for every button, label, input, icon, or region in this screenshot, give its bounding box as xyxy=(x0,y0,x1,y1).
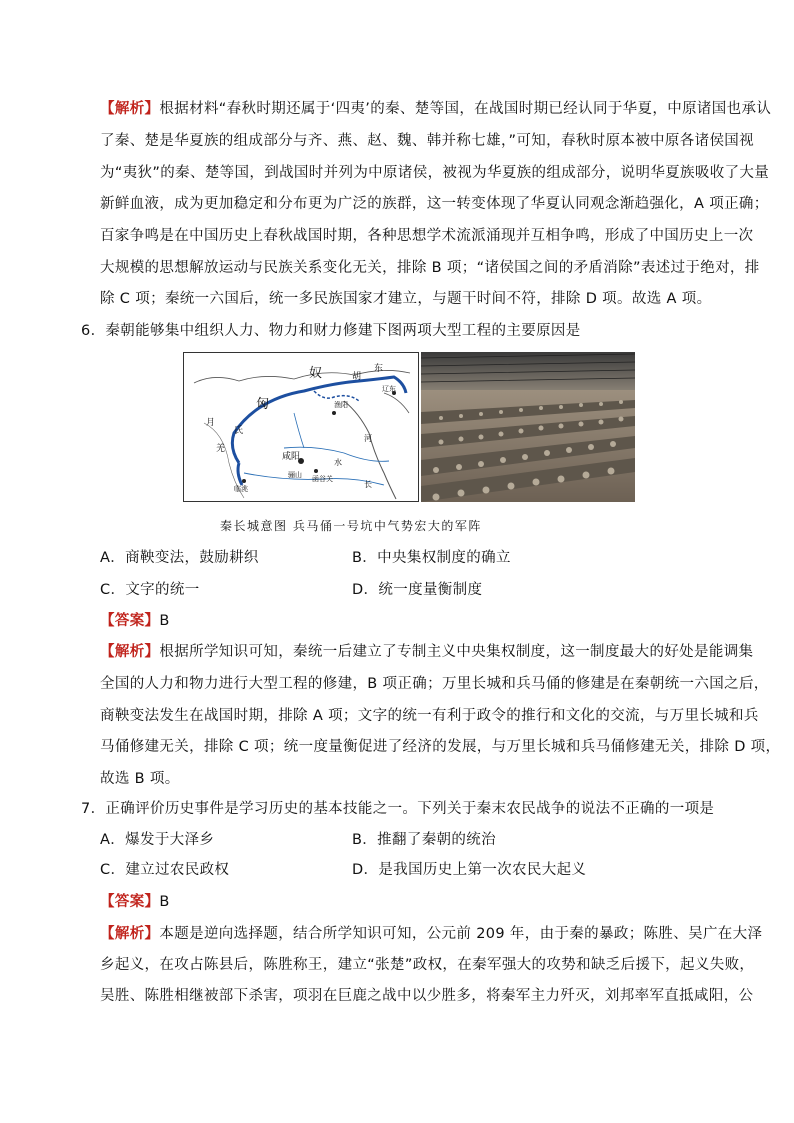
label-hu: 胡 xyxy=(352,372,362,382)
answer-tag: 【答案】 xyxy=(100,894,160,910)
q7-analysis-line-3: 吴胜、陈胜相继被部下杀害，项羽在巨鹿之战中以少胜多，将秦军主力歼灭，刘邦率军直抵咸阳，公 xyxy=(100,988,754,1004)
q6-analysis-line-1: 【解析】根据所学知识可知，秦统一后建立了专制主义中央集权制度，这一制度最大的好处是能调集 xyxy=(100,644,754,660)
label-qiang: 羌 xyxy=(216,444,226,454)
label-yue: 月 xyxy=(206,418,216,428)
q7-option-a: A．爆发于大泽乡 xyxy=(100,832,215,848)
label-hangu: 函谷关 xyxy=(312,475,333,483)
q7-answer: 【答案】B xyxy=(100,894,170,910)
q6-analysis-line-2: 全国的人力和物力进行大型工程的修建，B 项正确；万里长城和兵马俑的修建是在秦朝统一六国之后， xyxy=(100,676,769,692)
q7-option-d: D．是我国历史上第一次农民大起义 xyxy=(352,862,587,878)
label-linye: 临洮 xyxy=(234,485,248,493)
label-liaodong: 辽东 xyxy=(382,385,396,393)
q7-option-b: B．推翻了秦朝的统治 xyxy=(352,832,496,848)
label-chang: 长 xyxy=(364,480,372,489)
q5-analysis-line-1: 【解析】根据材料“春秋时期还属于‘四夷’的秦、楚等国，在战国时期已经认同于华夏，中原诸国也承认 xyxy=(100,101,772,117)
analysis-tag: 【解析】 xyxy=(100,101,160,117)
q6-answer: 【答案】B xyxy=(100,613,170,629)
label-huangshan: 骊山 xyxy=(288,471,302,479)
label-dong: 东 xyxy=(374,364,384,374)
label-yuyang: 渔阳 xyxy=(334,401,348,409)
q7-analysis-line-2: 乡起义，在攻占陈县后，陈胜称王，建立“张楚”政权，在秦军强大的攻势和缺乏后援下，起义失败， xyxy=(100,957,755,973)
analysis-tag: 【解析】 xyxy=(100,644,160,660)
q6-stem: 6．秦朝能够集中组织人力、物力和财力修建下图两项大型工程的主要原因是 xyxy=(81,323,581,339)
q6-option-b: B．中央集权制度的确立 xyxy=(352,550,511,566)
q7-option-c: C．建立过农民政权 xyxy=(100,862,230,878)
map-drawing xyxy=(184,353,418,501)
label-he: 河 xyxy=(364,434,372,443)
figure-caption: 秦长城意图 兵马俑一号坑中气势宏大的军阵 xyxy=(220,519,482,533)
q5-analysis-line-2: 了秦、楚是华夏族的组成部分与齐、燕、赵、魏、韩并称七雄，”可知，春秋时原本被中原各诸侯国视 xyxy=(100,133,755,149)
great-wall-map xyxy=(183,352,419,502)
q6-option-d: D．统一度量衡制度 xyxy=(352,582,483,598)
label-xiong: 匈 xyxy=(256,397,270,412)
answer-tag: 【答案】 xyxy=(100,613,160,629)
q5-analysis-line-5: 百家争鸣是在中国历史上春秋战国时期，各种思想学术流派涌现并互相争鸣，形成了中国历史上一次 xyxy=(100,228,754,244)
q5-analysis-line-6: 大规模的思想解放运动与民族关系变化无关，排除 B 项；“诸侯国之间的矛盾消除”表述过于绝对，排 xyxy=(100,260,760,276)
label-nu: 奴 xyxy=(309,366,323,381)
q6-analysis-line-3: 商鞅变法发生在战国时期，排除 A 项；文字的统一有利于政令的推行和文化的交流，与万里长城和兵 xyxy=(100,708,759,724)
q6-analysis-line-4: 马俑修建无关，排除 C 项；统一度量衡促进了经济的发展，与万里长城和兵马俑修建无关，排除 D 项， xyxy=(100,739,781,755)
label-xianyang: 咸阳 xyxy=(282,452,301,462)
q5-analysis-line-4: 新鲜血液，成为更加稳定和分布更为广泛的族群，这一转变体现了华夏认同观念渐趋强化，A 项正确； xyxy=(100,196,769,212)
label-shui: 水 xyxy=(334,458,342,467)
q7-stem: 7．正确评价历史事件是学习历史的基本技能之一。下列关于秦末农民战争的说法不正确的一项是 xyxy=(81,801,715,817)
analysis-tag: 【解析】 xyxy=(100,926,160,942)
q7-analysis-line-1: 【解析】本题是逆向选择题，结合所学知识可知，公元前 209 年，由于秦的暴政；陈胜、吴广在大泽 xyxy=(100,926,763,942)
terracotta-army-photo xyxy=(421,352,635,502)
label-shi: 氏 xyxy=(234,426,244,436)
q6-figure xyxy=(183,352,635,502)
q6-analysis-line-5: 故选 B 项。 xyxy=(100,771,180,787)
q5-analysis-line-3: 为“夷狄”的秦、楚等国，到战国时并列为中原诸侯，被视为华夏族的组成部分，说明华夏族吸收了大量 xyxy=(100,165,770,181)
q6-option-a: A．商鞅变法，鼓励耕织 xyxy=(100,550,259,566)
q5-analysis-line-7: 除 C 项；秦统一六国后，统一多民族国家才建立，与题干时间不符，排除 D 项。故选 A 项。 xyxy=(100,291,712,307)
q6-option-c: C．文字的统一 xyxy=(100,582,200,598)
